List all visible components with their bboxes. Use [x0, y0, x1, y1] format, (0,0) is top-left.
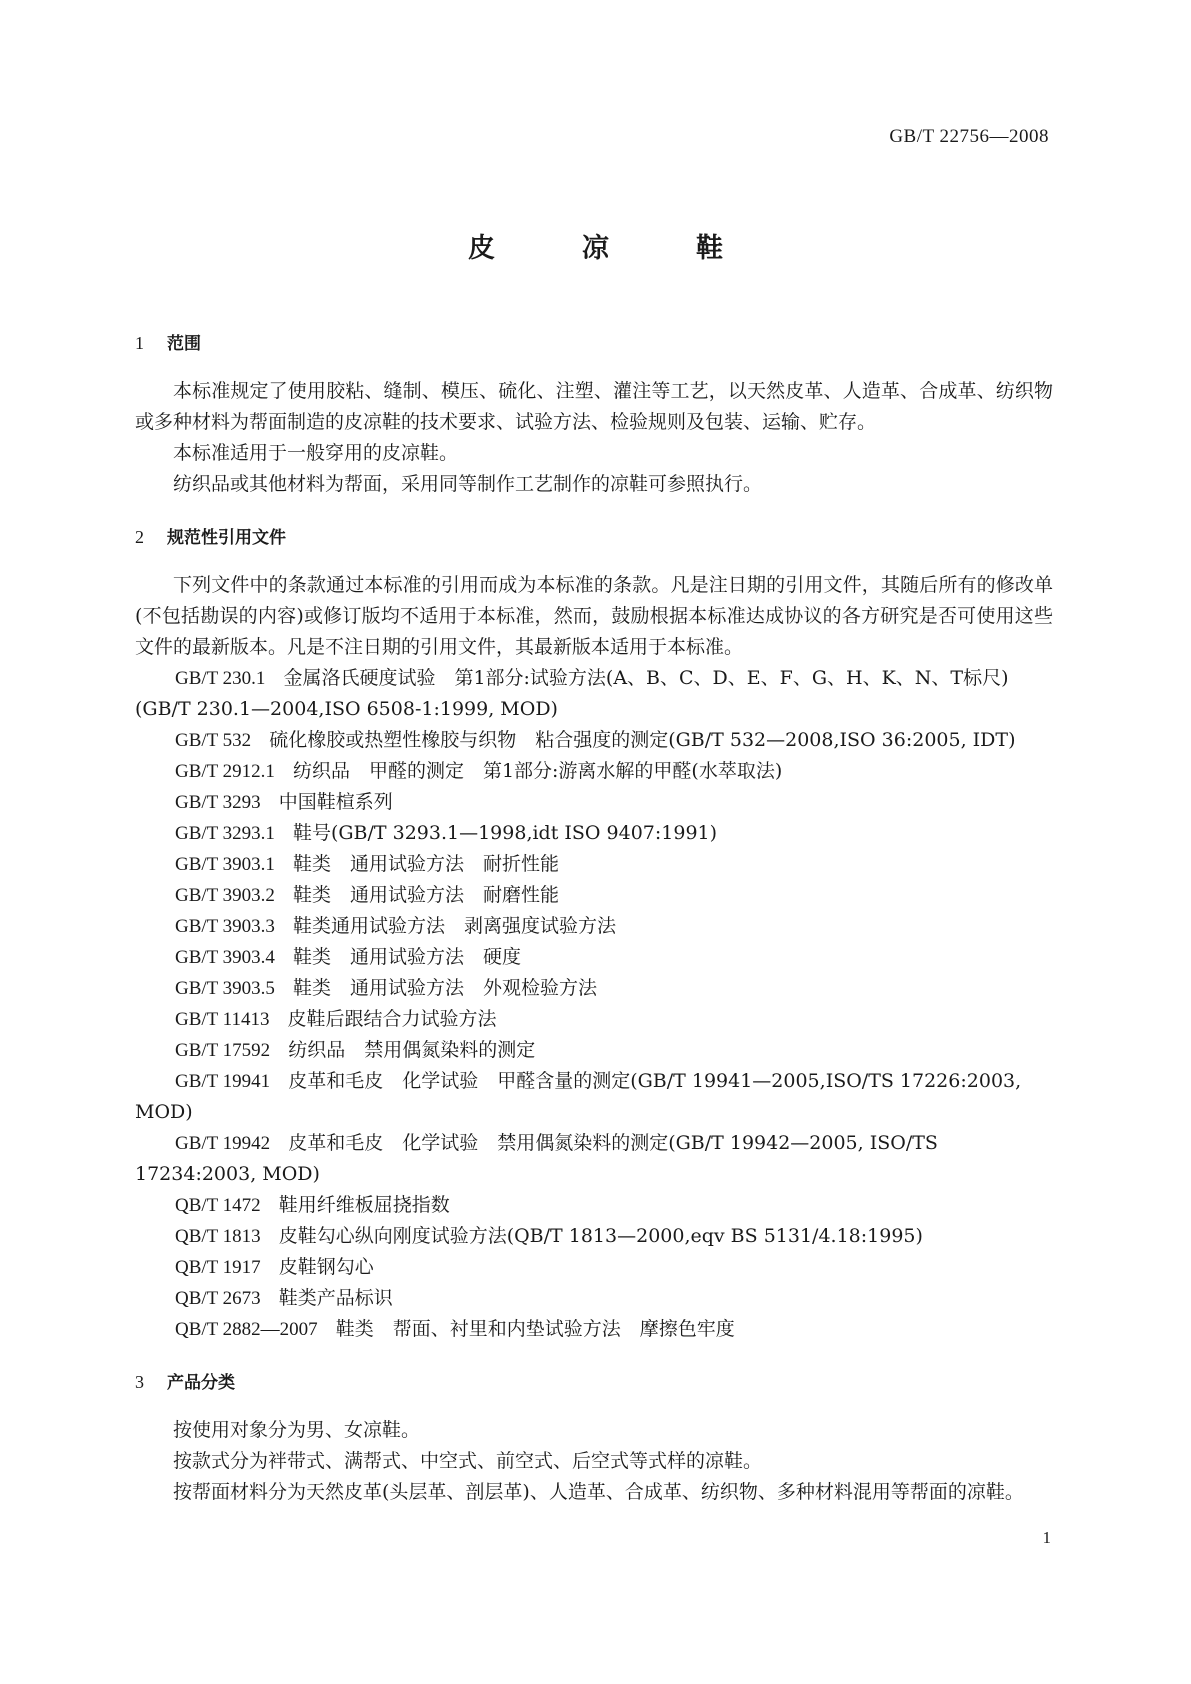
paragraph: 本标准规定了使用胶粘、缝制、模压、硫化、注塑、灌注等工艺，以天然皮革、人造革、合成革、纺织物或多种材料为帮面制造的皮凉鞋的技术要求、试验方法、检验规则及包装、运输、贮存。 — [135, 380, 1053, 433]
reference-item: GB/T 19941 皮革和毛皮 化学试验 甲醛含量的测定(GB/T 19941—2005,ISO/TS 17226:2003, MOD) — [135, 1070, 1022, 1123]
section-intro: 下列文件中的条款通过本标准的引用而成为本标准的条款。凡是注日期的引用文件，其随后所有的修改单(不包括勘误的内容)或修订版均不适用于本标准，然而，鼓励根据本标准达成协议的各方研究是否可使用这些文件的最新版本。凡是不注日期的引用文件，其最新版本适用于本标准。 — [135, 574, 1053, 658]
section-1-heading — [135, 328, 1053, 358]
page-number: 1 — [1042, 1528, 1051, 1547]
reference-item: QB/T 2882—2007 鞋类 帮面、衬里和内垫试验方法 摩擦色牢度 — [175, 1318, 735, 1340]
section-3-heading — [135, 1367, 1053, 1397]
paragraph: 本标准适用于一般穿用的皮凉鞋。 — [173, 442, 459, 464]
paragraph: 按款式分为袢带式、满帮式、中空式、前空式、后空式等式样的凉鞋。 — [173, 1450, 763, 1472]
reference-item: QB/T 1917 皮鞋钢勾心 — [175, 1256, 374, 1278]
reference-item: QB/T 2673 鞋类产品标识 — [175, 1287, 393, 1309]
document-body — [135, 328, 1053, 1508]
reference-item: GB/T 230.1 金属洛氏硬度试验 第1部分:试验方法(A、B、C、D、E、F、G、H、K、N、T标尺)(GB/T 230.1—2004,ISO 6508-1:1999, MOD) — [135, 667, 1009, 720]
reference-item: GB/T 3903.4 鞋类 通用试验方法 硬度 — [175, 946, 521, 968]
section-title: 范围 — [167, 334, 201, 354]
reference-list — [135, 663, 1053, 1345]
reference-item: GB/T 17592 纺织品 禁用偶氮染料的测定 — [175, 1039, 536, 1061]
paragraph: 按使用对象分为男、女凉鞋。 — [173, 1419, 421, 1441]
reference-item: GB/T 3903.1 鞋类 通用试验方法 耐折性能 — [175, 853, 559, 875]
reference-item: GB/T 532 硫化橡胶或热塑性橡胶与织物 粘合强度的测定(GB/T 532—2008,ISO 36:2005, IDT) — [175, 729, 1016, 751]
reference-item: GB/T 11413 皮鞋后跟结合力试验方法 — [175, 1008, 497, 1030]
reference-item: GB/T 3293 中国鞋楦系列 — [175, 791, 393, 813]
reference-item: QB/T 1472 鞋用纤维板屈挠指数 — [175, 1194, 450, 1216]
section-number: 3 — [135, 1372, 144, 1392]
standard-code: GB/T 22756—2008 — [889, 126, 1049, 147]
reference-item: GB/T 2912.1 纺织品 甲醛的测定 第1部分:游离水解的甲醛(水萃取法) — [175, 760, 783, 782]
section-2-heading — [135, 522, 1053, 552]
reference-item: GB/T 3903.2 鞋类 通用试验方法 耐磨性能 — [175, 884, 559, 906]
reference-item: QB/T 1813 皮鞋勾心纵向刚度试验方法(QB/T 1813—2000,eqv BS 5131/4.18:1995) — [175, 1225, 923, 1247]
section-title: 规范性引用文件 — [167, 528, 286, 548]
reference-item: GB/T 3293.1 鞋号(GB/T 3293.1—1998,idt ISO 9407:1991) — [175, 822, 718, 844]
reference-item: GB/T 19942 皮革和毛皮 化学试验 禁用偶氮染料的测定(GB/T 19942—2005, ISO/TS 17234:2003, MOD) — [135, 1132, 938, 1185]
section-number: 2 — [135, 527, 144, 547]
document-title: 皮 凉 鞋 — [468, 233, 753, 264]
section-number: 1 — [135, 333, 144, 353]
reference-item: GB/T 3903.3 鞋类通用试验方法 剥离强度试验方法 — [175, 915, 616, 937]
paragraph: 按帮面材料分为天然皮革(头层革、剖层革)、人造革、合成革、纺织物、多种材料混用等帮面的凉鞋。 — [173, 1481, 1024, 1503]
reference-item: GB/T 3903.5 鞋类 通用试验方法 外观检验方法 — [175, 977, 597, 999]
section-title: 产品分类 — [167, 1373, 235, 1393]
paragraph: 纺织品或其他材料为帮面，采用同等制作工艺制作的凉鞋可参照执行。 — [173, 473, 763, 495]
